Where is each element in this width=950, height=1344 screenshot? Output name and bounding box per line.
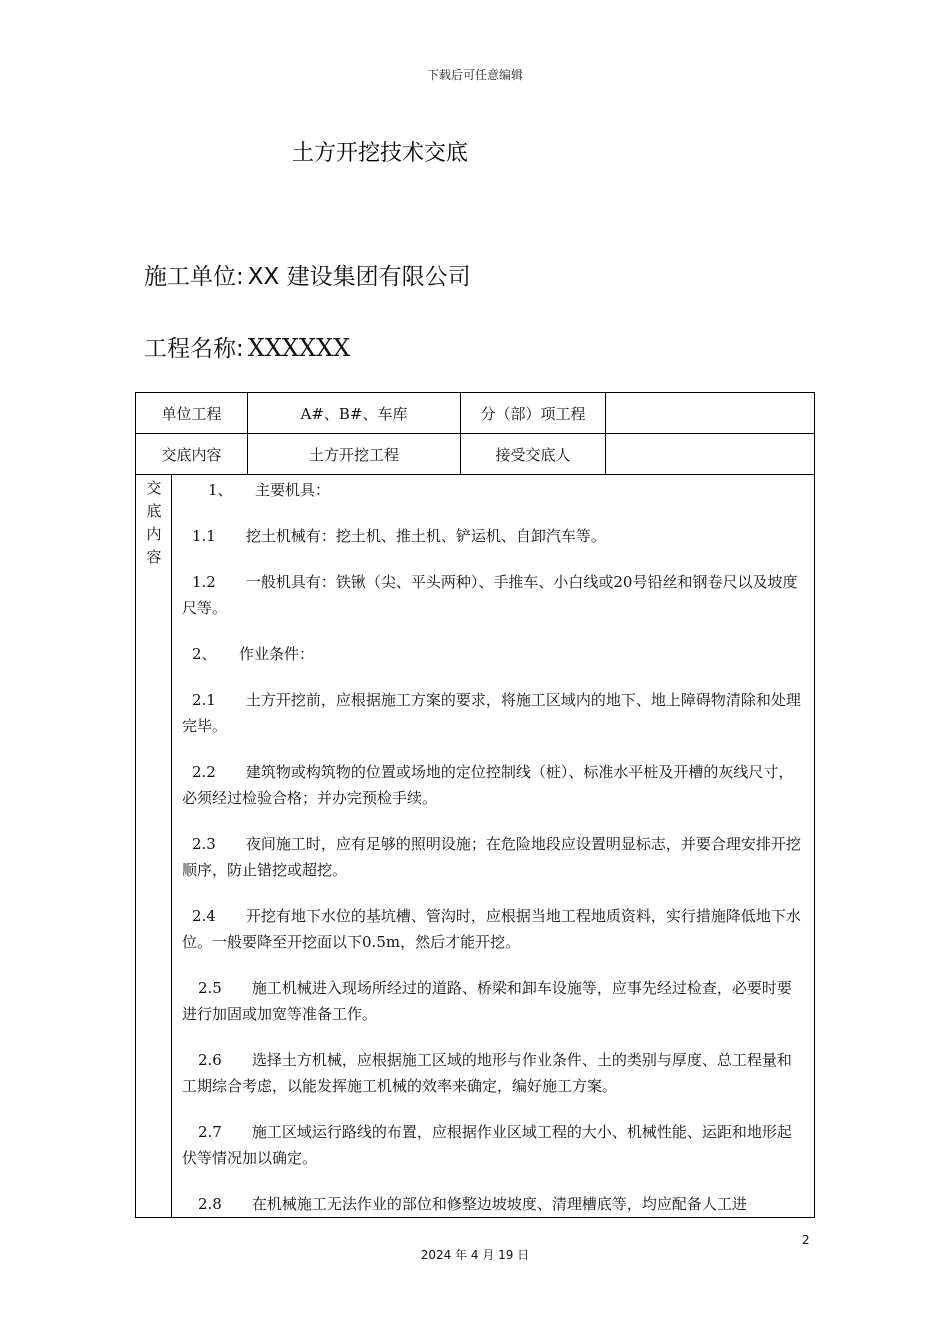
content-paragraph: 2.4 开挖有地下水位的基坑槽、管沟时，应根据当地工程地质资料，实行措施降低地下水位。一般要降至开挖面以下0.5m，然后才能开挖。 [182,907,801,951]
content-paragraph: 1、 主要机具： [208,481,331,499]
content-paragraph: 2.6 选择土方机械，应根据施工区域的地形与作业条件、土的类别与厚度、总工程量和工期综合考虑，以能发挥施工机械的效率来确定，编好施工方案。 [182,1051,792,1095]
content-paragraph: 2、 作业条件： [192,645,315,663]
content-paragraph: 2.1 土方开挖前，应根据施工方案的要求，将施工区域内的地下、地上障碍物清除和处理完毕。 [182,691,801,735]
project-name-label: 工程名称: [144,336,244,362]
recipient-label: 接受交底人 [461,434,606,474]
content-paragraph: 1.2 一般机具有：铁锹（尖、平头两种）、手推车、小白线或20号铅丝和钢卷尺以及坡度尺等。 [182,573,798,617]
table-row [136,393,814,434]
side-label-char: 底 [146,502,162,520]
content-paragraph: 2.3 夜间施工时，应有足够的照明设施；在危险地段应设置明显标志，并要合理安排开挖顺序，防止错挖或超挖。 [182,835,801,879]
sub-project-value [606,393,814,433]
unit-project-value: A#、B#、车库 [248,393,461,433]
content-paragraph: 2.2 建筑物或构筑物的位置或场地的定位控制线（桩）、标准水平桩及开槽的灰线尺寸，必须经过检验合格；并办完预检手续。 [182,763,794,807]
side-label-char: 交 [146,479,162,497]
content-paragraph: 2.8 在机械施工无法作业的部位和修整边坡坡度、清理槽底等，均应配备人工进 [198,1195,747,1213]
footer-date: 2024 年 4 月 19 日 [420,1248,530,1262]
side-label-vertical [136,475,172,1217]
content-paragraph: 2.5 施工机械进入现场所经过的道路、桥梁和卸车设施等，应事先经过检查，必要时要进行加固或加宽等准备工作。 [182,979,792,1023]
project-name-value: XXXXXX [247,334,351,362]
content-area [136,475,814,1217]
document-title: 土方开挖技术交底 [292,141,469,166]
content-paragraph: 1.1 挖土机械有：挖土机、推土机、铲运机、自卸汽车等。 [192,527,606,545]
project-name-line [144,330,350,363]
header-note: 下载后可任意编辑 [426,68,523,82]
side-label-char: 容 [146,548,162,566]
construction-unit-line [144,258,471,291]
side-label-char: 内 [146,525,162,543]
recipient-value [606,434,814,474]
disclosure-content-label: 交底内容 [136,434,248,474]
disclosure-table [135,392,815,1218]
unit-project-label: 单位工程 [136,393,248,433]
construction-unit-value: XX 建设集团有限公司 [247,264,471,290]
page-number: 2 [802,1233,810,1247]
construction-unit-label: 施工单位: [144,264,244,290]
table-row [136,434,814,475]
disclosure-content-value: 土方开挖工程 [248,434,461,474]
sub-project-label: 分（部）项工程 [461,393,606,433]
content-paragraph: 2.7 施工区域运行路线的布置，应根据作业区域工程的大小、机械性能、运距和地形起伏等情况加以确定。 [182,1123,792,1167]
